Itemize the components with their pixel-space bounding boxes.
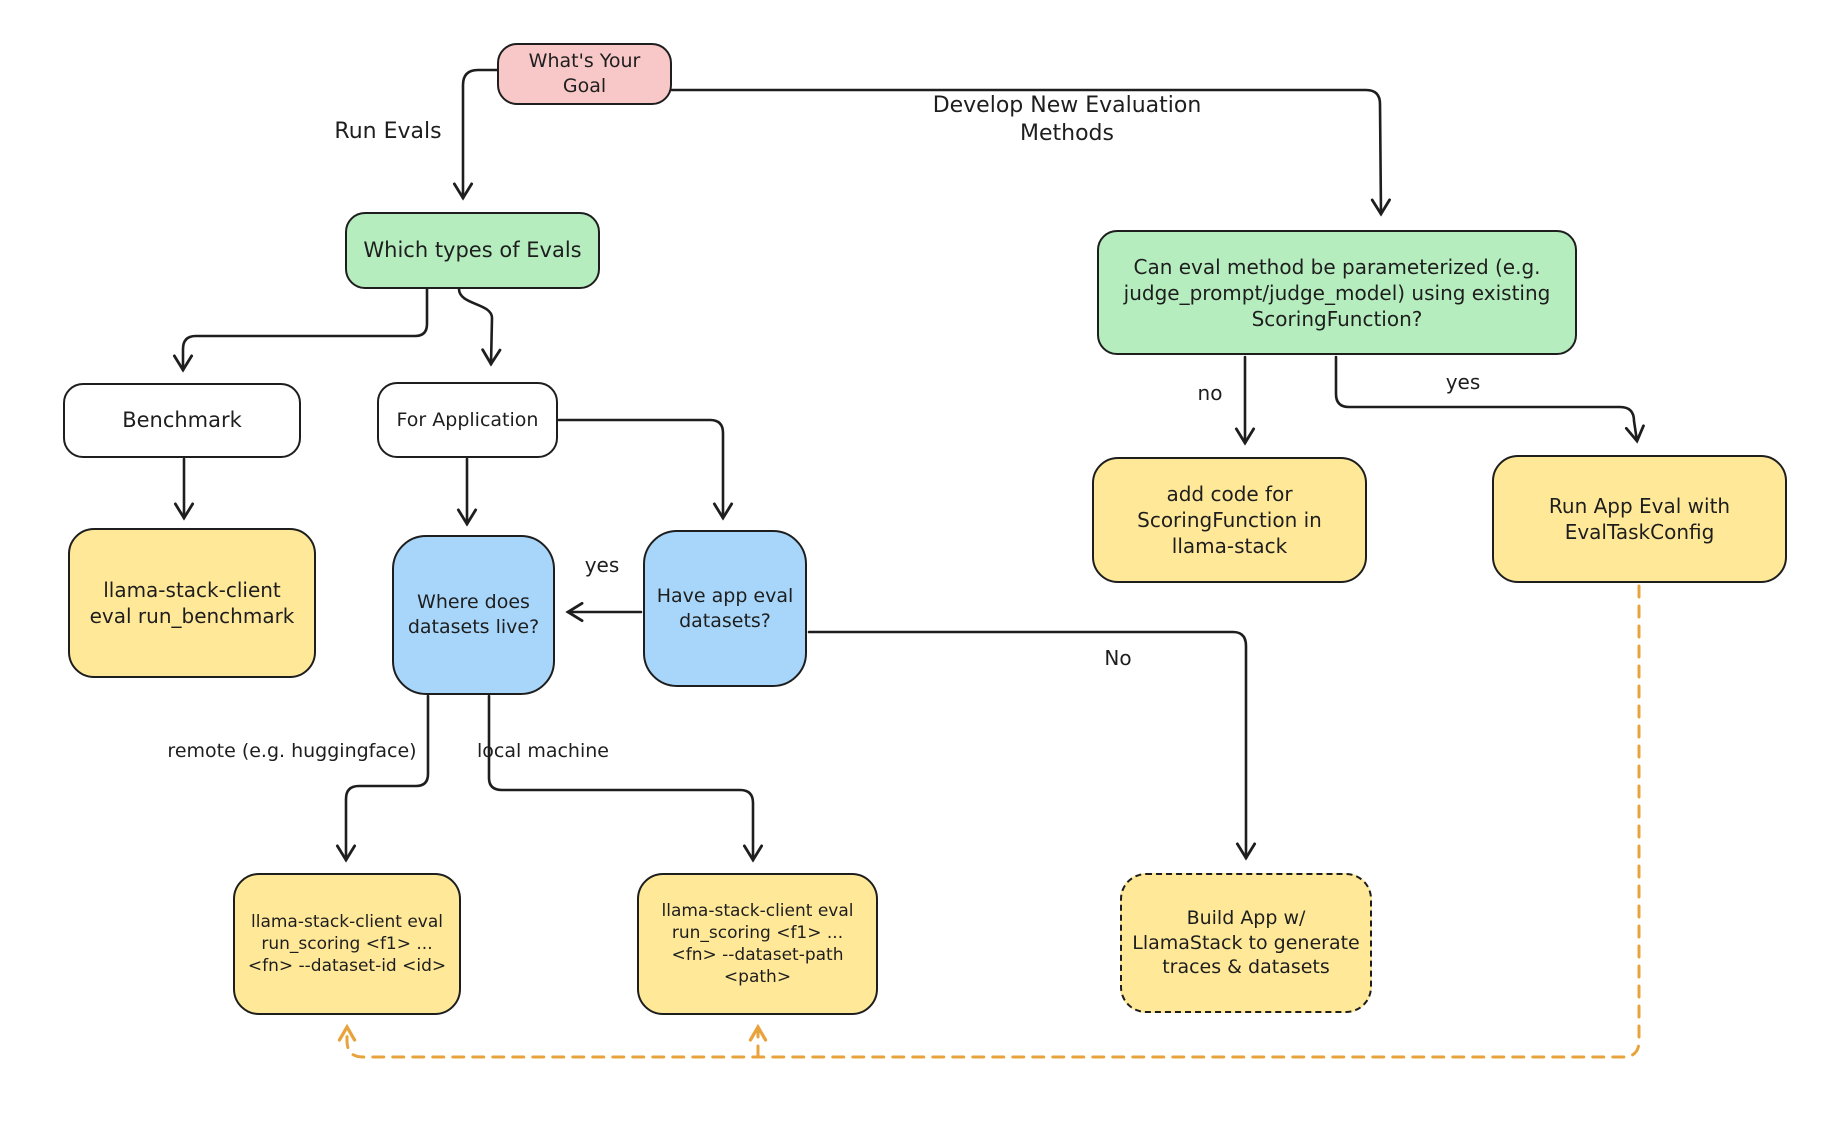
node-run-app-eval-with-evaltaskconfig: Run App Eval with EvalTaskConfig <box>1492 455 1787 583</box>
node-whats-your-goal: What's Your Goal <box>497 43 672 105</box>
edge-label-no-mid: No <box>1104 646 1132 670</box>
node-build-app-with-llamastack: Build App w/ LlamaStack to generate traces & datasets <box>1120 873 1372 1013</box>
node-run-benchmark-command: llama-stack-client eval run_benchmark <box>68 528 316 678</box>
edge-label-remote-huggingface: remote (e.g. huggingface) <box>167 740 417 762</box>
edge-goal-to-which-types <box>463 70 497 198</box>
edge-label-local-machine: local machine <box>477 740 609 762</box>
node-have-app-eval-datasets: Have app eval datasets? <box>643 530 807 687</box>
edge-label-no: no <box>1197 381 1223 405</box>
edge-label-yes-mid: yes <box>584 553 620 577</box>
edge-which-types-to-for-application <box>459 289 492 364</box>
edge-label-develop-new-evaluation-methods: Develop New Evaluation Methods <box>932 93 1202 146</box>
node-run-scoring-dataset-id-command: llama-stack-client eval run_scoring <f1> ... <fn> --dataset-id <id> <box>233 873 461 1015</box>
node-for-application: For Application <box>377 382 558 458</box>
edge-where-datasets-local-to-run-scoring-path <box>489 696 753 860</box>
edge-label-run-evals: Run Evals <box>334 119 442 144</box>
edge-label-yes-right: yes <box>1445 370 1481 394</box>
node-can-eval-method-be-parameterized: Can eval method be parameterized (e.g. judge_prompt/judge_model) using existing ScoringFunction? <box>1097 230 1577 355</box>
node-benchmark: Benchmark <box>63 383 301 458</box>
node-which-types-of-evals: Which types of Evals <box>345 212 600 289</box>
node-where-does-datasets-live: Where does datasets live? <box>392 535 555 695</box>
edge-where-datasets-remote-to-run-scoring-id <box>346 696 428 860</box>
node-run-scoring-dataset-path-command: llama-stack-client eval run_scoring <f1> ... <fn> --dataset-path <path> <box>637 873 878 1015</box>
edge-have-datasets-no-to-build-app <box>809 632 1246 858</box>
edge-which-types-to-benchmark <box>183 289 427 370</box>
node-add-code-for-scoringfunction: add code for ScoringFunction in llama-stack <box>1092 457 1367 583</box>
edge-for-application-to-have-datasets <box>559 420 723 518</box>
